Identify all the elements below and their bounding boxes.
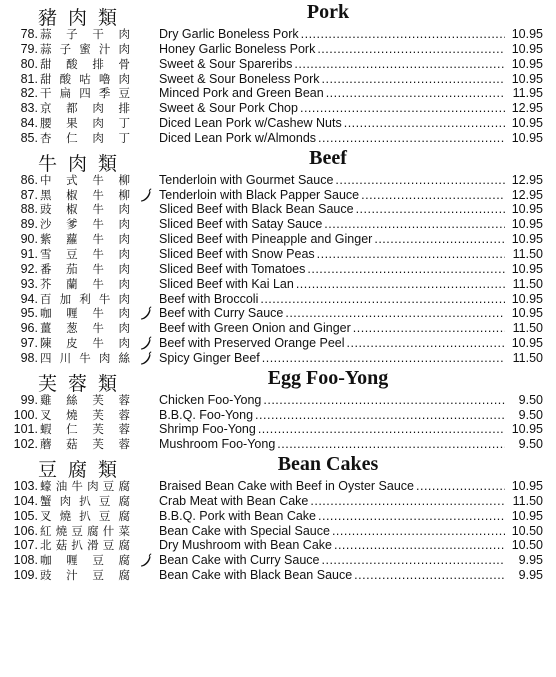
item-number: 99. [20, 392, 38, 407]
item-name-line [159, 568, 505, 583]
item-name-english: Beef with Curry Sauce [159, 306, 284, 321]
item-name-chinese: 蘑 菇 芙 蓉 [40, 437, 130, 452]
item-name-english: Mushroom Foo-Yong [159, 437, 276, 452]
item-name-line [159, 262, 505, 277]
menu-item-row [0, 116, 556, 131]
item-price: 10.95 [511, 508, 543, 523]
item-price: 10.95 [511, 306, 543, 321]
section-header [0, 452, 556, 482]
item-number: 90. [20, 232, 38, 247]
dot-leader [374, 232, 505, 247]
item-name-chinese: 咖 喱 豆 腐 [40, 553, 130, 568]
item-price: 11.95 [512, 86, 543, 101]
menu-item-row [0, 173, 556, 188]
item-name-line [159, 217, 505, 232]
menu-item-row [0, 262, 556, 277]
item-price: 10.95 [511, 130, 543, 145]
item-name-english: Bean Cake with Curry Sauce [159, 553, 320, 568]
item-number: 89. [20, 217, 38, 232]
dot-leader [310, 494, 505, 509]
item-price: 12.95 [511, 101, 543, 116]
item-price: 10.95 [511, 217, 543, 232]
item-name-chinese: 中 式 牛 柳 [40, 172, 130, 187]
item-name-english: Sweet & Sour Spareribs [159, 56, 293, 71]
item-name-line [159, 232, 505, 247]
menu-item-row [0, 101, 556, 116]
item-number: 100. [13, 407, 38, 422]
item-name-line [159, 86, 505, 101]
item-number: 95. [20, 306, 38, 321]
item-number: 85. [20, 130, 38, 145]
menu-item-row [0, 437, 556, 452]
item-number: 104. [13, 493, 38, 508]
menu-item-row [0, 292, 556, 307]
dot-leader [318, 131, 505, 146]
item-name-english: Dry Mushroom with Bean Cake [159, 538, 332, 553]
item-name-line [159, 202, 505, 217]
item-name-chinese: 薑 葱 牛 肉 [40, 321, 130, 336]
item-name-chinese: 雪 豆 牛 肉 [40, 246, 130, 261]
menu-item-row [0, 393, 556, 408]
item-name-chinese: 蒜 子 蜜 汁 肉 [40, 41, 130, 56]
menu-item-row [0, 321, 556, 336]
item-name-chinese: 雞 絲 芙 蓉 [40, 392, 130, 407]
item-name-chinese: 腰 果 肉 丁 [40, 116, 130, 131]
item-name-chinese: 陳 皮 牛 肉 [40, 336, 130, 351]
menu-item-row [0, 42, 556, 57]
dot-leader [322, 72, 506, 87]
item-name-line [159, 42, 505, 57]
section-title-english: Pork [306, 1, 350, 23]
item-price: 10.95 [511, 232, 543, 247]
item-name-line [159, 494, 505, 509]
item-name-line [159, 408, 505, 423]
item-name-line [159, 336, 505, 351]
item-name-line [159, 116, 505, 131]
menu-item-row [0, 538, 556, 553]
item-name-english: Sliced Beef with Snow Peas [159, 246, 315, 261]
item-name-english: Beef with Preserved Orange Peel [159, 336, 345, 351]
item-price: 10.95 [511, 56, 543, 71]
item-name-line [159, 173, 505, 188]
dot-leader [263, 393, 505, 408]
item-name-line [159, 538, 505, 553]
dot-leader [332, 524, 505, 539]
menu-item-row [0, 408, 556, 423]
item-price: 10.95 [511, 116, 543, 131]
item-name-line [159, 524, 505, 539]
item-name-chinese: 蠔 油 牛 肉 豆 腐 [40, 479, 130, 494]
item-name-english: Diced Lean Pork w/Almonds [159, 130, 317, 145]
item-number: 87. [20, 187, 38, 202]
item-name-chinese: 豉 汁 豆 腐 [40, 568, 130, 583]
item-number: 88. [20, 202, 38, 217]
menu-item-row [0, 27, 556, 42]
item-name-line [159, 306, 505, 321]
item-name-chinese: 叉 燒 扒 豆 腐 [40, 508, 130, 523]
item-name-english: Chicken Foo-Yong [159, 392, 262, 407]
item-price: 11.50 [512, 321, 543, 336]
dot-leader [344, 116, 505, 131]
item-number: 92. [20, 261, 38, 276]
item-name-line [159, 247, 505, 262]
section-title-english: Beef [309, 146, 347, 169]
dot-leader [296, 277, 505, 292]
item-name-english: Sweet & Sour Pork Chop [159, 101, 298, 116]
chili-pepper-icon [138, 553, 152, 567]
menu-item-row [0, 351, 556, 366]
menu-item-row [0, 306, 556, 321]
menu-item-row [0, 202, 556, 217]
item-number: 103. [13, 479, 38, 494]
item-name-chinese: 杏 仁 肉 丁 [40, 130, 130, 145]
chili-pepper-icon [138, 188, 152, 202]
item-name-english: Sliced Beef with Tomatoes [159, 261, 306, 276]
item-number: 86. [20, 172, 38, 187]
item-number: 91. [20, 246, 38, 261]
section-header [0, 146, 556, 173]
item-name-english: Braised Bean Cake with Beef in Oyster Sauce [159, 479, 414, 494]
item-price: 9.50 [518, 407, 543, 422]
item-name-chinese: 番 茄 牛 肉 [40, 261, 130, 276]
item-name-english: Sliced Beef with Black Bean Sauce [159, 202, 354, 217]
chili-pepper-icon [138, 306, 152, 320]
item-name-chinese: 沙 爹 牛 肉 [40, 217, 130, 232]
item-name-line [159, 277, 505, 292]
item-price: 9.95 [518, 553, 543, 568]
item-name-english: Tenderloin with Gourmet Sauce [159, 172, 334, 187]
item-price: 11.50 [512, 276, 543, 291]
item-price: 9.50 [518, 437, 543, 452]
item-name-english: Tenderloin with Black Papper Sauce [159, 187, 360, 202]
chili-pepper-icon [138, 351, 152, 365]
section-title-english: Egg Foo-Yong [267, 366, 389, 389]
item-number: 93. [20, 276, 38, 291]
menu-item-row [0, 509, 556, 524]
item-name-chinese: 蝦 仁 芙 蓉 [40, 422, 130, 437]
section-header [0, 0, 556, 27]
menu-item-row [0, 86, 556, 101]
item-name-english: Bean Cake with Special Sauce [159, 523, 330, 538]
item-price: 9.95 [518, 568, 543, 583]
item-number: 84. [20, 116, 38, 131]
item-number: 97. [20, 336, 38, 351]
item-name-english: Shrimp Foo-Yong [159, 422, 256, 437]
menu-item-row [0, 479, 556, 494]
item-price: 10.95 [511, 291, 543, 306]
item-name-chinese: 咖 喱 牛 肉 [40, 306, 130, 321]
menu-item-row [0, 232, 556, 247]
item-name-chinese: 蒜 子 干 肉 [40, 27, 130, 41]
item-number: 107. [13, 538, 38, 553]
item-number: 96. [20, 321, 38, 336]
item-price: 10.95 [511, 202, 543, 217]
item-name-line [159, 422, 505, 437]
item-number: 106. [13, 523, 38, 538]
menu-item-row [0, 336, 556, 351]
chili-pepper-icon [138, 336, 152, 350]
item-name-english: B.B.Q. Pork with Bean Cake [159, 508, 317, 523]
item-name-line [159, 27, 505, 42]
item-price: 11.50 [512, 493, 543, 508]
item-number: 105. [13, 508, 38, 523]
dot-leader [318, 509, 505, 524]
item-price: 11.50 [512, 350, 543, 365]
item-number: 94. [20, 291, 38, 306]
item-name-chinese: 北 菇 扒 滑 豆 腐 [40, 538, 130, 553]
dot-leader [322, 553, 506, 568]
item-price: 11.50 [512, 246, 543, 261]
menu-item-row [0, 277, 556, 292]
dot-leader [324, 217, 505, 232]
item-name-line [159, 188, 505, 203]
item-name-chinese: 叉 燒 芙 蓉 [40, 407, 130, 422]
section-title-chinese: 豆腐類 [38, 459, 129, 482]
item-price: 10.50 [511, 538, 543, 553]
item-name-chinese: 紅 燒 豆 腐 什 菜 [40, 523, 130, 538]
item-name-chinese: 豉 椒 牛 肉 [40, 202, 130, 217]
item-price: 10.95 [511, 71, 543, 86]
item-price: 10.95 [511, 27, 543, 41]
item-number: 79. [20, 41, 38, 56]
item-name-line [159, 131, 505, 146]
item-name-english: Sliced Beef with Satay Sauce [159, 217, 323, 232]
item-name-english: Beef with Green Onion and Ginger [159, 321, 351, 336]
item-price: 12.95 [511, 172, 543, 187]
item-name-line [159, 437, 505, 452]
item-price: 10.95 [511, 336, 543, 351]
dot-leader [361, 188, 505, 203]
item-price: 10.95 [511, 422, 543, 437]
item-name-chinese: 甜 酸 排 骨 [40, 56, 130, 71]
menu-item-row [0, 553, 556, 568]
dot-leader [354, 568, 505, 583]
dot-leader [317, 247, 505, 262]
dot-leader [347, 336, 505, 351]
section-title-chinese: 牛肉類 [38, 152, 129, 175]
item-name-english: Spicy Ginger Beef [159, 350, 260, 365]
item-name-chinese: 蟹 肉 扒 豆 腐 [40, 493, 130, 508]
item-name-line [159, 351, 505, 366]
menu-item-row [0, 72, 556, 87]
item-name-english: Minced Pork and Green Bean [159, 86, 324, 101]
item-number: 78. [20, 27, 38, 41]
item-number: 102. [13, 437, 38, 452]
section-header [0, 366, 556, 393]
item-name-english: Sliced Beef with Kai Lan [159, 276, 294, 291]
item-name-english: Sliced Beef with Pineapple and Ginger [159, 232, 373, 247]
menu-item-row [0, 422, 556, 437]
menu-item-row [0, 217, 556, 232]
item-name-line [159, 57, 505, 72]
item-name-chinese: 黑 椒 牛 柳 [40, 187, 130, 202]
dot-leader [307, 262, 505, 277]
item-name-line [159, 292, 505, 307]
dot-leader [416, 479, 505, 494]
dot-leader [260, 292, 505, 307]
item-name-english: Bean Cake with Black Bean Sauce [159, 568, 353, 583]
item-name-line [159, 479, 505, 494]
menu-item-row [0, 568, 556, 583]
section-title-english: Bean Cakes [277, 453, 379, 476]
item-name-english: Diced Lean Pork w/Cashew Nuts [159, 116, 342, 131]
item-number: 81. [20, 71, 38, 86]
item-name-line [159, 321, 505, 336]
item-name-chinese: 京 都 肉 排 [40, 101, 130, 116]
dot-leader [356, 202, 505, 217]
item-name-line [159, 509, 505, 524]
menu-item-row [0, 494, 556, 509]
dot-leader [326, 86, 505, 101]
item-name-line [159, 393, 505, 408]
item-number: 98. [20, 350, 38, 365]
section-title-chinese: 豬肉類 [38, 7, 129, 29]
dot-leader [353, 321, 505, 336]
item-price: 10.95 [511, 479, 543, 494]
item-name-chinese: 四 川 牛 肉 絲 [40, 350, 130, 365]
item-number: 101. [13, 422, 38, 437]
item-name-english: Sweet & Sour Boneless Pork [159, 71, 320, 86]
item-name-line [159, 553, 505, 568]
item-name-chinese: 干 扁 四 季 豆 [40, 86, 130, 101]
menu-item-row [0, 188, 556, 203]
item-name-chinese: 芥 蘭 牛 肉 [40, 276, 130, 291]
dot-leader [277, 437, 505, 452]
item-price: 9.50 [518, 392, 543, 407]
item-name-chinese: 甜 酸 咕 嚕 肉 [40, 71, 130, 86]
item-name-line [159, 101, 505, 116]
menu-item-row [0, 131, 556, 146]
dot-leader [294, 57, 505, 72]
dot-leader [258, 422, 505, 437]
dot-leader [262, 351, 505, 366]
item-number: 82. [20, 86, 38, 101]
item-name-chinese: 百 加 利 牛 肉 [40, 291, 130, 306]
item-number: 83. [20, 101, 38, 116]
item-price: 10.50 [511, 523, 543, 538]
dot-leader [285, 306, 505, 321]
item-name-english: B.B.Q. Foo-Yong [159, 407, 254, 422]
menu-item-row [0, 247, 556, 262]
section-title-chinese: 芙蓉類 [38, 372, 129, 395]
item-number: 108. [13, 553, 38, 568]
item-name-english: Dry Garlic Boneless Pork [159, 27, 299, 41]
dot-leader [301, 27, 505, 42]
dot-leader [335, 173, 505, 188]
item-name-english: Crab Meat with Bean Cake [159, 493, 309, 508]
dot-leader [255, 408, 505, 423]
item-name-english: Honey Garlic Boneless Pork [159, 41, 316, 56]
dot-leader [334, 538, 505, 553]
item-name-english: Beef with Broccoli [159, 291, 259, 306]
item-name-line [159, 72, 505, 87]
menu-item-row [0, 57, 556, 72]
item-price: 12.95 [511, 187, 543, 202]
item-price: 10.95 [511, 261, 543, 276]
item-name-chinese: 紫 蘿 牛 肉 [40, 232, 130, 247]
dot-leader [300, 101, 505, 116]
item-number: 109. [13, 568, 38, 583]
menu-item-row [0, 524, 556, 539]
dot-leader [317, 42, 505, 57]
item-price: 10.95 [511, 41, 543, 56]
item-number: 80. [20, 56, 38, 71]
